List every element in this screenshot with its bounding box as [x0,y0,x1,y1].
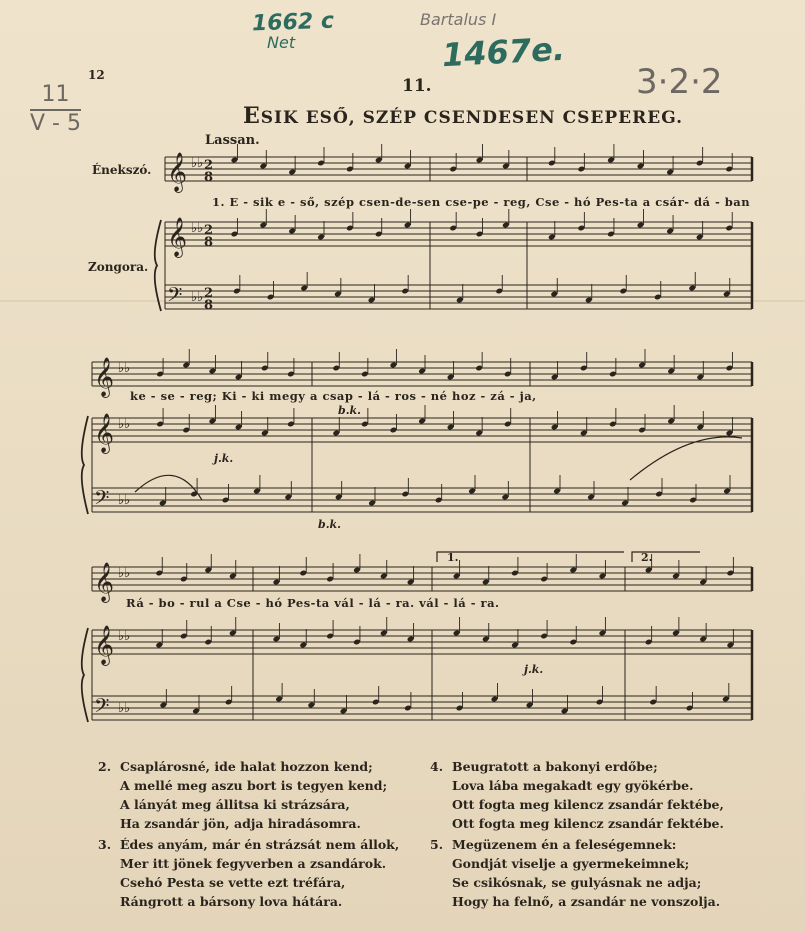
bass-clef: 𝄢 [94,486,110,514]
page-number: 12 [88,68,105,82]
key-signature: ♭♭ [118,701,131,716]
volta-ending-2: 2. [641,551,653,564]
time-signature: 8 [204,298,214,313]
dynamic-mark: b.k. [318,518,341,531]
slur [630,437,742,480]
lyrics-system-3: Rá - bo - rul a Cse - hó Pes-ta vál - lá - ra. vál - lá - ra. [126,596,500,610]
handwritten-right-mark: 3·2·2 [636,62,723,102]
key-signature: ♭♭ [118,493,131,508]
time-signature: 2 [204,223,214,238]
verse-line: A mellé meg aszu bort is tegyen kend; [120,778,388,793]
treble-clef: 𝄞 [94,413,115,453]
verse-line: Se csikósnak, se gulyásnak ne adja; [452,875,702,890]
bass-clef: 𝄢 [167,283,183,311]
dynamic-mark: b.k. [338,404,361,417]
key-signature: ♭♭ [191,290,204,305]
handwritten-call-number: 1467e. [441,29,566,75]
piano-brace [82,416,88,514]
title-initial: E [243,103,261,129]
lyrics-system-1: 1. E - sik e - ső, szép csen-de-sen cse-pe - reg, Cse - hó Pes-ta a csár- dá - ban [212,195,751,209]
verse-line: Ott fogta meg kilencz zsandár fektébe, [452,797,724,812]
verse-line: A lányát meg állitsa ki strázsára, [120,797,350,812]
key-signature: ♭♭ [191,221,204,236]
verse-line: Csaplárosné, ide halat hozzon kend; [120,759,373,774]
time-signature: 2 [204,286,214,301]
verse-line: Gondját viselje a gyermekeimnek; [452,856,690,871]
verse-number: 3. [98,837,112,852]
verse-line: Lova lába megakadt egy gyökérbe. [452,778,694,793]
verse-line: Ha zsandár jön, adja hiradásomra. [120,816,361,831]
time-signature: 8 [204,235,214,250]
piece-number: 11. [402,76,432,96]
handwritten-stamp-note: Net [267,33,296,52]
verse-number: 5. [430,837,444,852]
verse-4 [430,757,724,833]
volta-bracket [632,552,700,562]
tempo-marking: Lassan. [205,133,260,148]
handwritten-source-note: Bartalus I [420,10,497,29]
time-signature: 8 [204,170,214,185]
verse-number: 4. [430,759,444,774]
verse-number: 2. [98,759,112,774]
verse-line: Beugratott a bakonyi erdőbe; [452,759,658,774]
verse-5 [430,835,721,911]
handwritten-stamp-number: 1662 c [251,8,335,37]
treble-clef: 𝄞 [167,217,188,257]
piano-brace [82,628,88,722]
title-rest: SIK ESŐ, SZÉP CSENDESEN CSEPEREG. [260,108,684,128]
dynamic-mark: j.k. [524,663,544,676]
volta-bracket [437,552,624,562]
treble-clef: 𝄞 [167,152,188,192]
verse-line: Csehó Pesta se vette ezt tréfára, [120,875,346,890]
verse-line: Édes anyám, már én strázsát nem állok, [120,837,400,852]
verse-line: Megüzenem én a feleségemnek: [452,837,677,852]
key-signature: ♭♭ [118,629,131,644]
volta-ending-1: 1. [447,551,459,564]
fraction-top: 11 [30,82,81,111]
key-signature: ♭♭ [118,566,131,581]
treble-clef: 𝄞 [94,357,115,397]
key-signature: ♭♭ [118,417,131,432]
verse-3 [98,835,400,911]
verse-line: Mer itt jönek fegyverben a zsandárok. [120,856,387,871]
bass-clef: 𝄢 [94,694,110,722]
verse-2 [98,757,388,833]
key-signature: ♭♭ [118,361,131,376]
time-signature: 2 [204,158,214,173]
verse-line: Ott fogta meg kilencz zsandár fektébe. [452,816,724,831]
verse-line: Rángrott a bársony lova hátára. [120,894,343,909]
piano-label: Zongora. [88,260,149,274]
verse-line: Hogy ha felnő, a zsandár ne vonszolja. [452,894,721,909]
treble-clef: 𝄞 [94,625,115,665]
voice-label: Énekszó. [92,163,152,177]
key-signature: ♭♭ [191,156,204,171]
dynamic-mark: j.k. [214,452,234,465]
lyrics-system-2: ke - se - reg; Ki - ki megy a csap - lá - ros - né hoz - zá - ja, [130,389,537,403]
treble-clef: 𝄞 [94,562,115,602]
piano-brace [155,220,161,311]
fraction-bottom: V - 5 [30,111,81,136]
